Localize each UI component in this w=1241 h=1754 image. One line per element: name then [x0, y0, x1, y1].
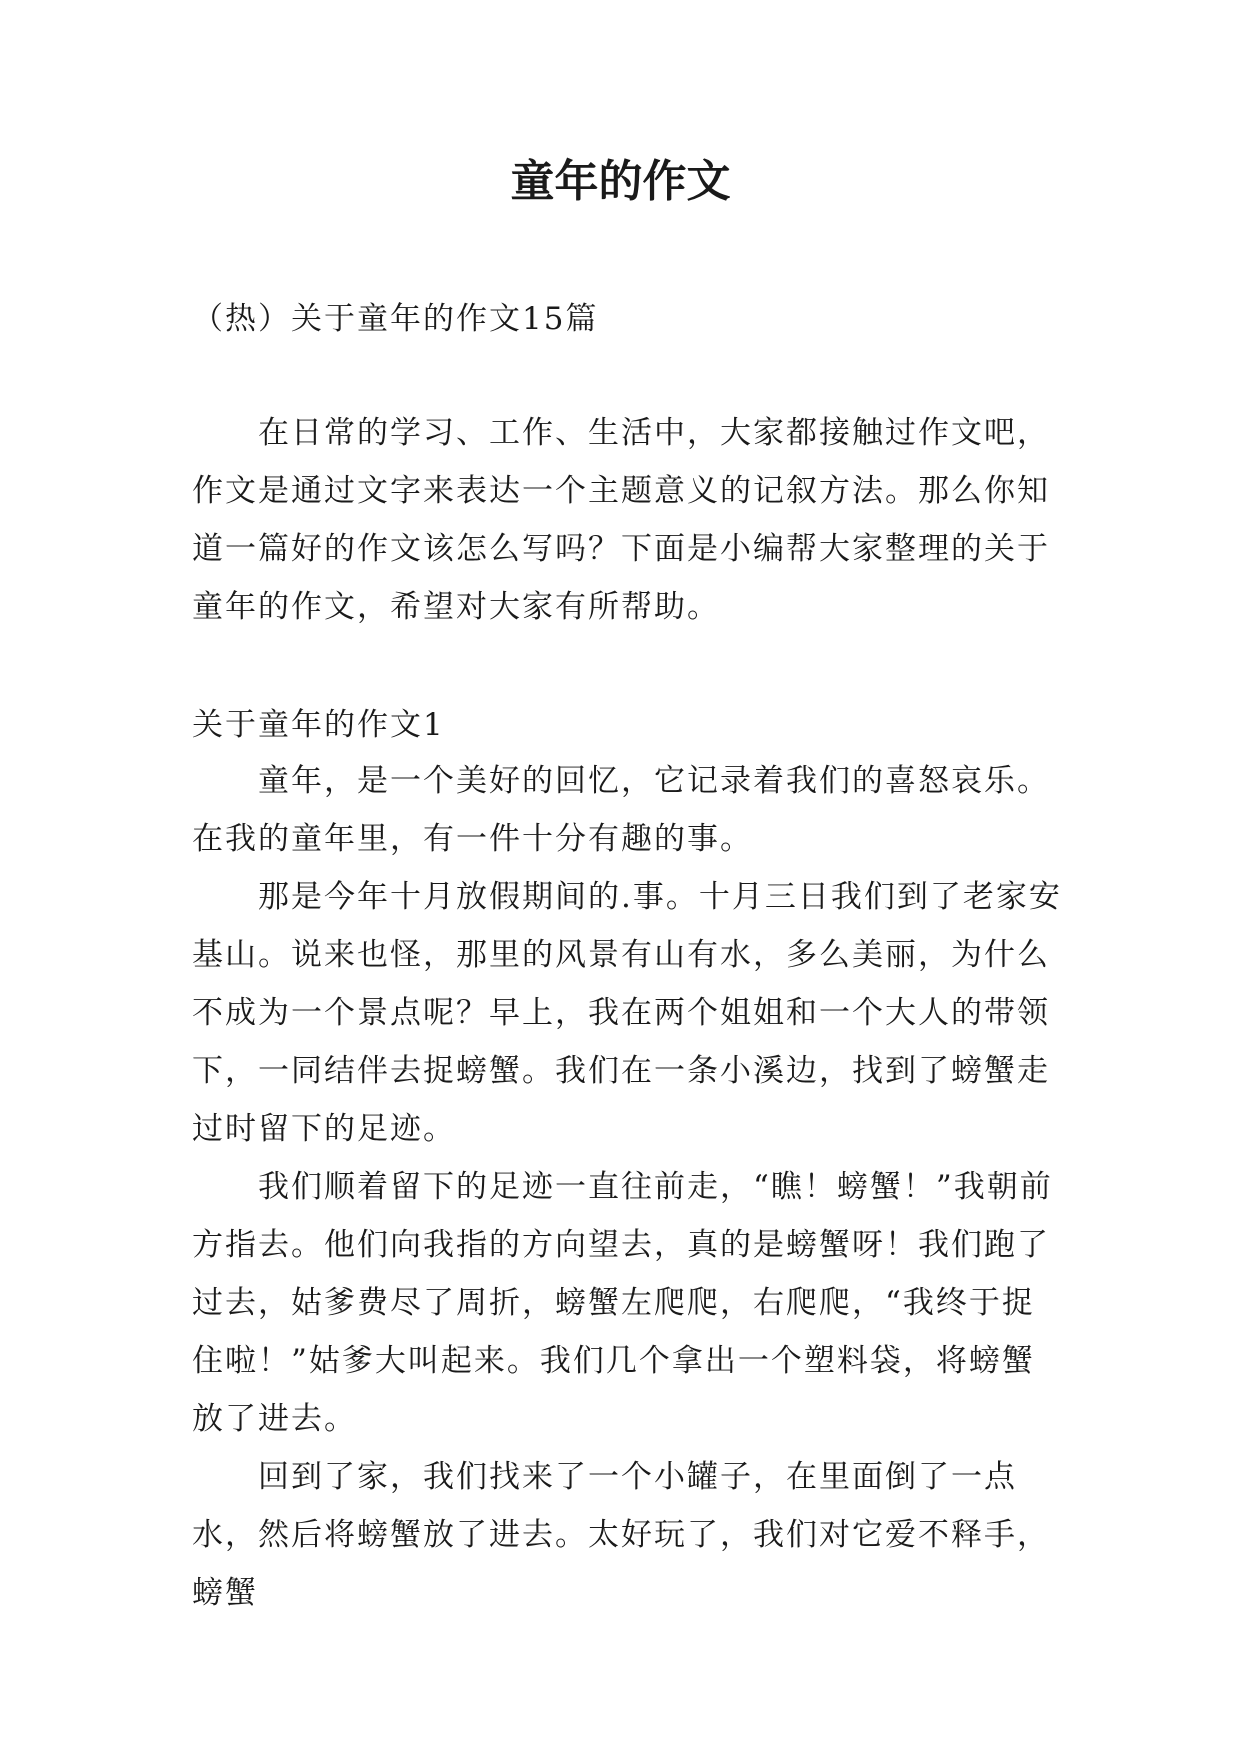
paragraph-2: 那是今年十月放假期间的.事。十月三日我们到了老家安基山。说来也怪，那里的风景有山有水，多么美丽，为什么不成为一个景点呢？早上，我在两个姐姐和一个大人的带领下，一同结伴去捉螃蟹。我们在一条小溪边，找到了螃蟹走过时留下的足迹。: [192, 879, 1062, 1147]
document-subtitle: （热）关于童年的作文15篇: [192, 301, 599, 337]
page-title: 童年的作文: [510, 156, 731, 207]
intro-paragraph: 在日常的学习、工作、生活中，大家都接触过作文吧，作文是通过文字来表达一个主题意义的记叙方法。那么你知道一篇好的作文该怎么写吗？下面是小编帮大家整理的关于童年的作文，希望对大家有所帮助。: [192, 415, 1050, 625]
paragraph-4: 回到了家，我们找来了一个小罐子，在里面倒了一点水，然后将螃蟹放了进去。太好玩了，我们对它爱不释手，螃蟹: [192, 1459, 1050, 1611]
paragraph-3: 我们顺着留下的足迹一直往前走，“瞧！螃蟹！”我朝前方指去。他们向我指的方向望去，真的是螃蟹呀！我们跑了过去，姑爹费尽了周折，螃蟹左爬爬，右爬爬，“我终于捉住啦！”姑爹大叫起来。我们几个拿出一个塑料袋，将螃蟹放了进去。: [192, 1169, 1053, 1437]
paragraph-1: 童年，是一个美好的回忆，它记录着我们的喜怒哀乐。在我的童年里，有一件十分有趣的事。: [192, 763, 1050, 857]
section-heading: 关于童年的作文1: [192, 707, 445, 743]
